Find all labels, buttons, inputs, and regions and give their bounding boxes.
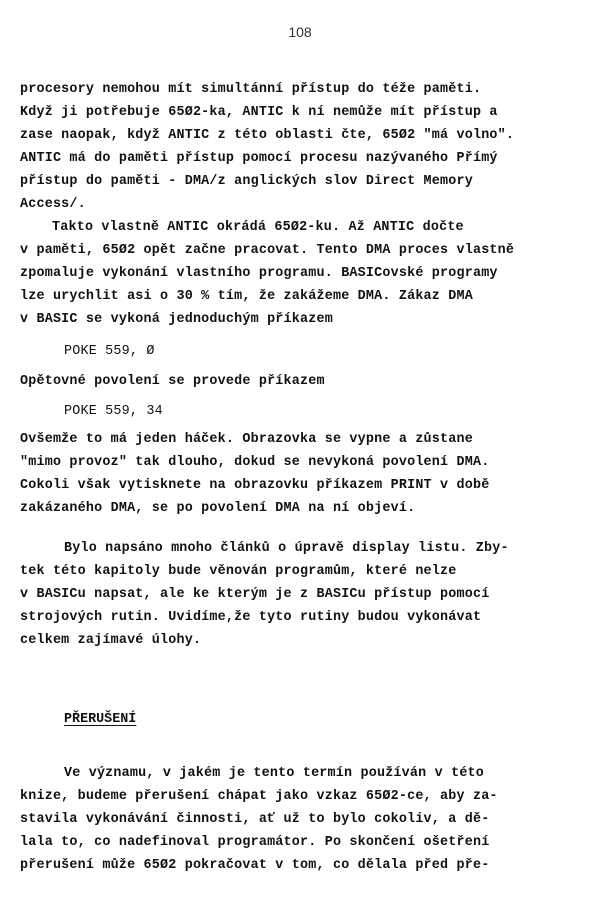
text-line: Opětovné povolení se provede příkazem	[20, 374, 325, 389]
text-line: Ve významu, v jakém je tento termín používán v této	[64, 766, 485, 781]
text-line: lala to, co nadefinoval programátor. Po skončení ošetření	[20, 835, 490, 850]
text-line: stavila vykonávání činnosti, ať už to bylo cokoliv, a dě-	[20, 812, 490, 827]
text-line: tek této kapitoly bude věnován programům, které nelze	[20, 564, 457, 579]
text-line: přístup do paměti - DMA/z anglických slov Direct Memory	[20, 174, 473, 189]
text-line: v BASIC se vykoná jednoduchým příkazem	[20, 312, 333, 327]
text-line: zase naopak, když ANTIC z této oblasti čte, 65Ø2 "má volno".	[20, 128, 515, 143]
text-line: Ovšemže to má jeden háček. Obrazovka se vypne a zůstane	[20, 432, 473, 447]
text-line: lze urychlit asi o 30 % tím, že zakážeme DMA. Zákaz DMA	[20, 289, 473, 304]
text-line: celkem zajímavé úlohy.	[20, 633, 202, 648]
text-line: procesory nemohou mít simultánní přístup do téže paměti.	[20, 82, 482, 97]
text-line: v BASICu napsat, ale ke kterým je z BASICu přístup pomocí	[20, 587, 490, 602]
text-line: Cokoli však vytisknete na obrazovku příkazem PRINT v době	[20, 478, 490, 493]
section-heading: PŘERUŠENÍ	[64, 712, 137, 727]
text-line: zakázaného DMA, se po povolení DMA na ní objeví.	[20, 501, 416, 516]
text-line: "mimo provoz" tak dlouho, dokud se nevykoná povolení DMA.	[20, 455, 490, 470]
page-number: 108	[288, 24, 312, 40]
code-line: POKE 559, Ø	[64, 344, 155, 359]
text-line: Bylo napsáno mnoho článků o úpravě display listu. Zby-	[64, 541, 509, 556]
text-line: Když ji potřebuje 65Ø2-ka, ANTIC k ní nemůže mít přístup a	[20, 105, 498, 120]
text-line: knize, budeme přerušení chápat jako vzkaz 65Ø2-ce, aby za-	[20, 789, 498, 804]
text-line: zpomaluje vykonání vlastního programu. BASICovské programy	[20, 266, 498, 281]
text-line: ANTIC má do paměti přístup pomocí procesu nazývaného Přímý	[20, 151, 498, 166]
text-line: přerušení může 65Ø2 pokračovat v tom, co dělala před pře-	[20, 858, 490, 873]
code-line: POKE 559, 34	[64, 404, 163, 419]
text-line: strojových rutin. Uvidíme,že tyto rutiny budou vykonávat	[20, 610, 482, 625]
text-line: Access/.	[20, 197, 86, 212]
text-line: Takto vlastně ANTIC okrádá 65Ø2-ku. Až ANTIC dočte	[52, 220, 464, 235]
text-line: v paměti, 65Ø2 opět začne pracovat. Tento DMA proces vlastně	[20, 243, 515, 258]
